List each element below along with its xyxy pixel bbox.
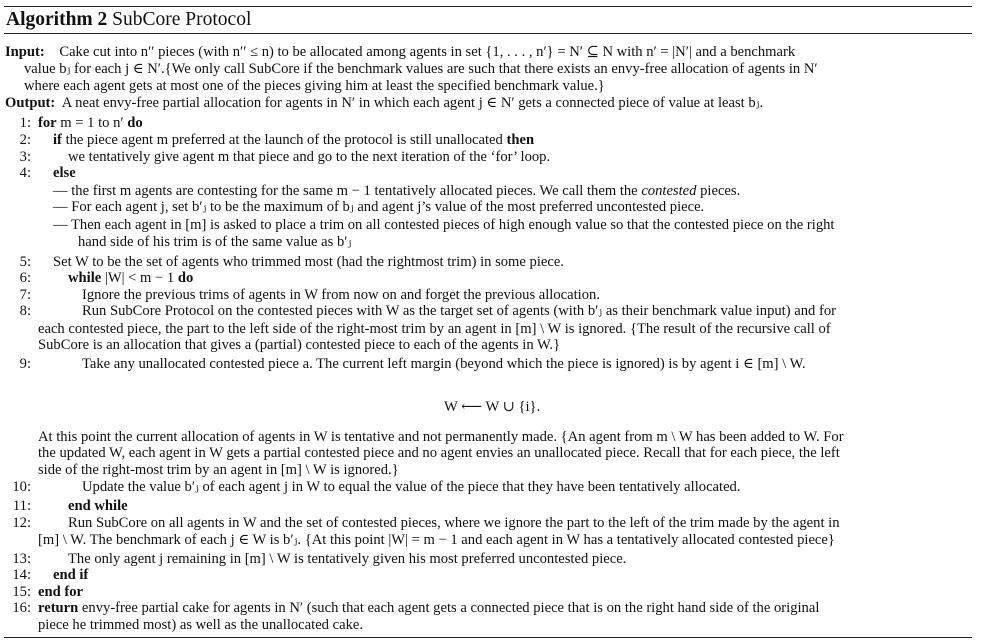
line-number: 1: <box>19 115 31 131</box>
paragraph-line-2: the updated W, each agent in W gets a partial contested piece and no agent envies an unallocated piece. Recall that for each piece, the left <box>38 445 840 461</box>
output-line <box>5 95 763 111</box>
step-6-text: |W| < m − 1 <box>104 270 175 286</box>
line-number: 7: <box>19 287 31 303</box>
algorithm-title <box>6 9 251 31</box>
output-label: Output: <box>5 95 56 111</box>
step-6 <box>68 270 193 286</box>
line-number: 3: <box>19 149 31 165</box>
step-2-text: the piece agent m preferred at the launch of the protocol is still unallocated <box>65 132 503 148</box>
keyword-return: return <box>38 600 79 616</box>
keyword-for: for <box>38 115 57 131</box>
display-equation: W ⟵ W ∪ {i}. <box>444 399 541 415</box>
keyword-while: while <box>68 270 102 286</box>
top-rule <box>4 6 972 7</box>
step-8-line-2: each contested piece, the part to the left side of the right-most trim by an agent in [m] \ W is ignored. {The result of the recursive call of <box>38 321 831 337</box>
input-text-1: Cake cut into n′′ pieces (with n′′ ≤ n) to be allocated among agents in set {1, . . . , n′} = N′ ⊆ N with n′ = |N′| and a benchmark <box>59 44 796 60</box>
input-line-1 <box>5 44 795 60</box>
line-number: 5: <box>19 254 31 270</box>
line-number: 4: <box>19 165 31 181</box>
step-10: Update the value b′ⱼ of each agent j in W to equal the value of the piece that they have been tentatively allocated. <box>82 479 741 495</box>
step-7: Ignore the previous trims of agents in W from now on and forget the previous allocation. <box>82 287 600 303</box>
paragraph-line-1: At this point the current allocation of agents in W is tentative and not permanently made. {An agent from m \ W has been added to W. For <box>38 429 844 445</box>
step-1 <box>38 115 143 131</box>
step-8-line-3: SubCore is an allocation that gives a (partial) contested piece to each of the agents in W.} <box>38 337 561 353</box>
bullet-trim-2: hand side of his trim is of the same value as b′ⱼ <box>78 234 352 250</box>
step-16-line-1 <box>38 600 819 616</box>
bullet-trim-1: — Then each agent in [m] is asked to place a trim on all contested pieces of high enough value so that the contested piece on the right <box>53 217 835 233</box>
keyword-else: else <box>53 165 76 181</box>
line-number: 16: <box>12 600 31 616</box>
keyword-do-while: do <box>177 270 194 286</box>
algorithm-name: SubCore Protocol <box>112 9 252 30</box>
keyword-then: then <box>506 132 535 148</box>
step-13: The only agent j remaining in [m] \ W is tentatively given his most preferred uncontested piece. <box>68 551 627 567</box>
keyword-end-for: end for <box>38 584 83 600</box>
line-number: 14: <box>12 567 31 583</box>
step-5: Set W to be the set of agents who trimmed most (had the rightmost trim) in some piece. <box>53 254 564 270</box>
paragraph-line-3: side of the right-most trim by an agent in [m] \ W is ignored.} <box>38 462 399 478</box>
step-11 <box>68 498 128 514</box>
step-1-text: m = 1 to n′ <box>60 115 124 131</box>
line-number: 8: <box>19 303 31 319</box>
step-12-line-2: [m] \ W. The benchmark of each j ∈ W is b′ⱼ. {At this point |W| = m − 1 and each agent in W has a tentatively allocated contested piece} <box>38 532 835 548</box>
line-number: 10: <box>12 479 31 495</box>
keyword-end-while: end while <box>68 498 128 514</box>
input-line-2: value bⱼ for each j ∈ N′.{We only call SubCore if the benchmark values are such that there exists an envy-free allocation of agents in N′ <box>24 61 818 77</box>
step-12-line-1: Run SubCore on all agents in W and the set of contested pieces, where we ignore the part to the left of the trim made by the agent in <box>68 515 840 531</box>
title-rule <box>4 33 972 34</box>
line-number: 6: <box>19 270 31 286</box>
contested-term: contested <box>641 183 697 199</box>
output-text: A neat envy-free partial allocation for agents in N′ in which each agent j ∈ N′ gets a connected piece of value at least bⱼ. <box>61 95 764 111</box>
line-number: 11: <box>12 498 31 514</box>
step-8-line-1: Run SubCore Protocol on the contested pieces with W as the target set of agents (with b′ⱼ as their benchmark value input) and for <box>82 303 836 319</box>
bullet-contested <box>53 183 740 199</box>
line-number: 15: <box>12 584 31 600</box>
step-16-text: envy-free partial cake for agents in N′ (such that each agent gets a connected piece that is on the right hand side of the original <box>81 600 820 616</box>
keyword-do: do <box>127 115 143 131</box>
step-14 <box>53 567 88 583</box>
line-number: 13: <box>12 551 31 567</box>
step-15 <box>38 584 83 600</box>
step-2 <box>53 132 534 148</box>
line-number: 12: <box>12 515 31 531</box>
bullet-benchmark: — For each agent j, set b′ⱼ to be the maximum of bⱼ and agent j’s value of the most preferred uncontested piece. <box>53 199 705 215</box>
input-label: Input: <box>5 44 45 60</box>
keyword-if: if <box>53 132 62 148</box>
line-number: 2: <box>19 132 31 148</box>
bullet-contested-end: pieces. <box>700 183 741 199</box>
keyword-end-if: end if <box>53 567 89 583</box>
algorithm-label: Algorithm 2 <box>6 9 108 30</box>
step-3: we tentatively give agent m that piece and go to the next iteration of the ‘for’ loop. <box>68 149 551 165</box>
step-4 <box>53 165 76 181</box>
input-line-3: where each agent gets at most one of the pieces giving him at least the specified benchmark value.} <box>24 78 605 94</box>
step-16-line-2: piece he trimmed most) as well as the unallocated cake. <box>38 617 363 633</box>
line-number: 9: <box>19 356 31 372</box>
step-9: Take any unallocated contested piece a. The current left margin (beyond which the piece is ignored) is by agent i ∈ [m] \ W. <box>82 356 806 372</box>
bullet-contested-text: — the first m agents are contesting for the same m − 1 tentatively allocated pieces. We call them the <box>53 183 638 199</box>
bottom-rule <box>4 637 972 638</box>
